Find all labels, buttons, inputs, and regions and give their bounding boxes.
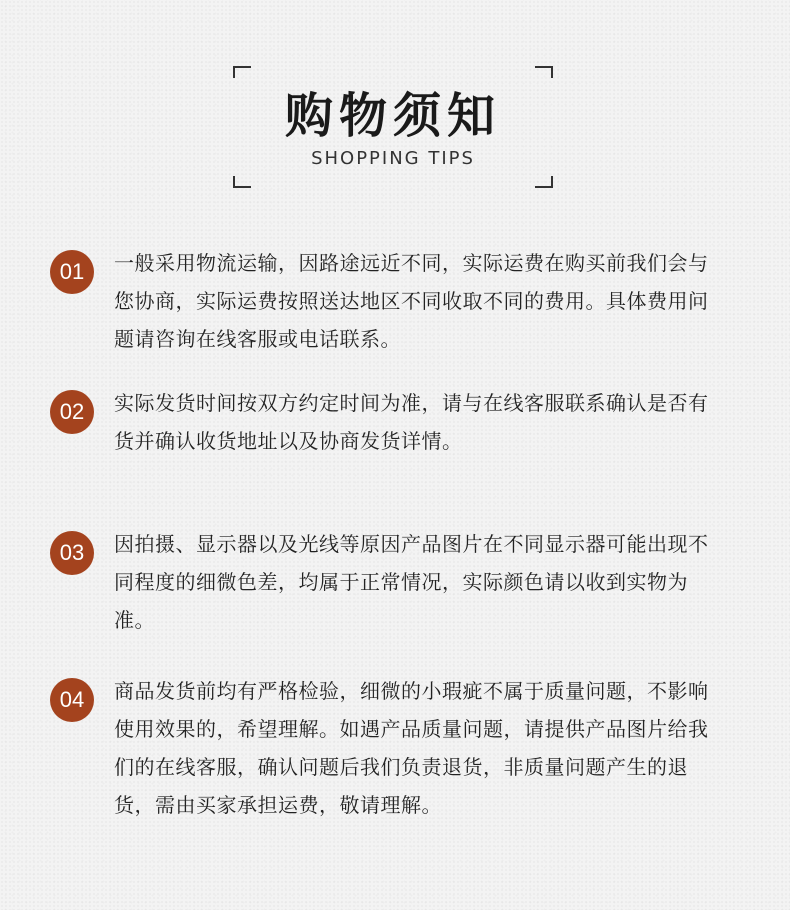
corner-bracket-bottom-left	[233, 176, 251, 188]
tip-text: 实际发货时间按双方约定时间为准，请与在线客服联系确认是否有货并确认收货地址以及协商发货详情。	[114, 391, 709, 453]
tip-text: 商品发货前均有严格检验，细微的小瑕疵不属于质量问题，不影响使用效果的，希望理解。如遇产品质量问题，请提供产品图片给我们的在线客服，确认问题后我们负责退货，非质量问题产生的退货，需由买家承担运费，敬请理解。	[114, 679, 709, 817]
tip-number-badge: 03	[50, 531, 94, 575]
page-subtitle: SHOPPING TIPS	[311, 148, 475, 169]
corner-bracket-top-left	[233, 66, 251, 78]
tip-text: 因拍摄、显示器以及光线等原因产品图片在不同显示器可能出现不同程度的细微色差，均属于正常情况，实际颜色请以收到实物为准。	[114, 532, 709, 632]
corner-bracket-top-right	[535, 66, 553, 78]
tip-number-badge: 01	[50, 250, 94, 294]
tip-number-badge: 04	[50, 678, 94, 722]
page-title: 购物须知	[284, 88, 501, 144]
tip-number-badge: 02	[50, 390, 94, 434]
corner-bracket-bottom-right	[535, 176, 553, 188]
page-header	[233, 66, 553, 188]
tip-text: 一般采用物流运输，因路途远近不同，实际运费在购买前我们会与您协商，实际运费按照送达地区不同收取不同的费用。具体费用问题请咨询在线客服或电话联系。	[114, 251, 709, 351]
